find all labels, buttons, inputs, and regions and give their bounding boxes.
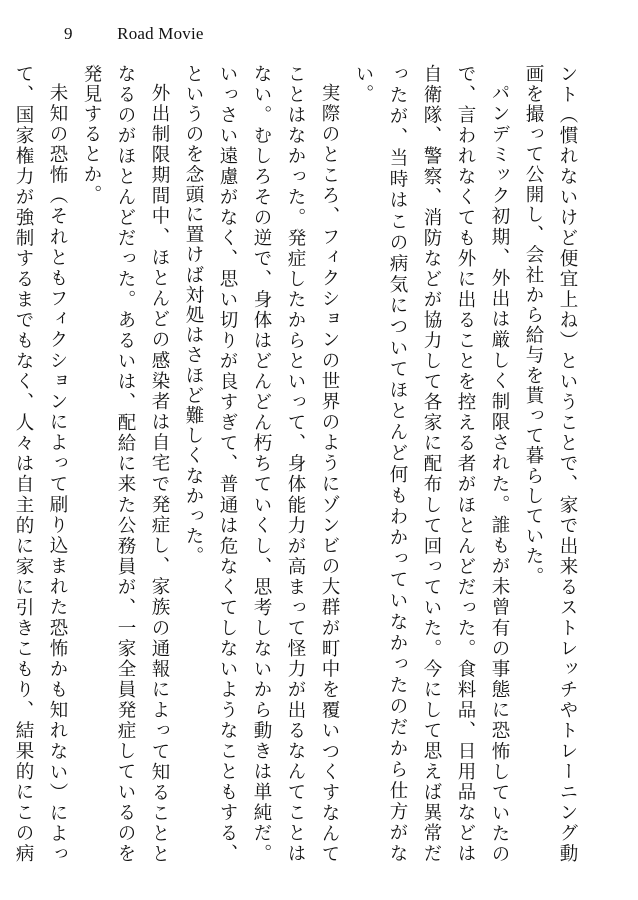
page-number: 9	[64, 24, 73, 43]
paragraph-continuation: ント（慣れないけど便宜上ね）ということで、家で出来るストレッチやトレーニング動画を撮って公開し、会社から給与を貰って暮らしていた。	[523, 64, 578, 864]
paragraph: パンデミック初期、外出は厳しく制限された。誰もが未曾有の事態に恐怖していたので、言われなくても外に出ることを控える者がほとんどだった。食料品、日用品などは自衛隊、警察、消防などが協力して各家に配布して回っていた。今にして思えば異常だったが、当時はこの病気についてほとんど何もわかっていなかったのだから仕方がない。	[353, 64, 510, 864]
paragraph: 外出制限期間中、ほとんどの感染者は自宅で発症し、家族の通報によって知ることとなるのがほとんどだった。あるいは、配給に来た公務員が、一家全員発症しているのを発見するとか。	[81, 64, 170, 864]
running-title: Road Movie	[117, 24, 204, 43]
paragraph: 実際のところ、フィクションの世界のようにゾンビの大群が町中を覆いつくすなんてことはなかった。発症したからといって、身体能力が高まって怪力が出るなんてことはない。むしろその逆で、身体はどんどん朽ちていくし、思考しないから動きは単純だ。いっさい遠慮がなく、思い切りが良すぎて、普通は危なくてしないようなこともする、というのを念頭に置けば対処はさほど難しくなかった。	[183, 64, 340, 864]
vertical-body-text	[13, 64, 584, 864]
paragraph: 未知の恐怖（それともフィクションによって刷り込まれた恐怖かも知れない）によって、国家権力が強制するまでもなく、人々は自主的に家に引きこもり、結果的にこの病	[13, 64, 68, 864]
page-header	[64, 24, 204, 44]
